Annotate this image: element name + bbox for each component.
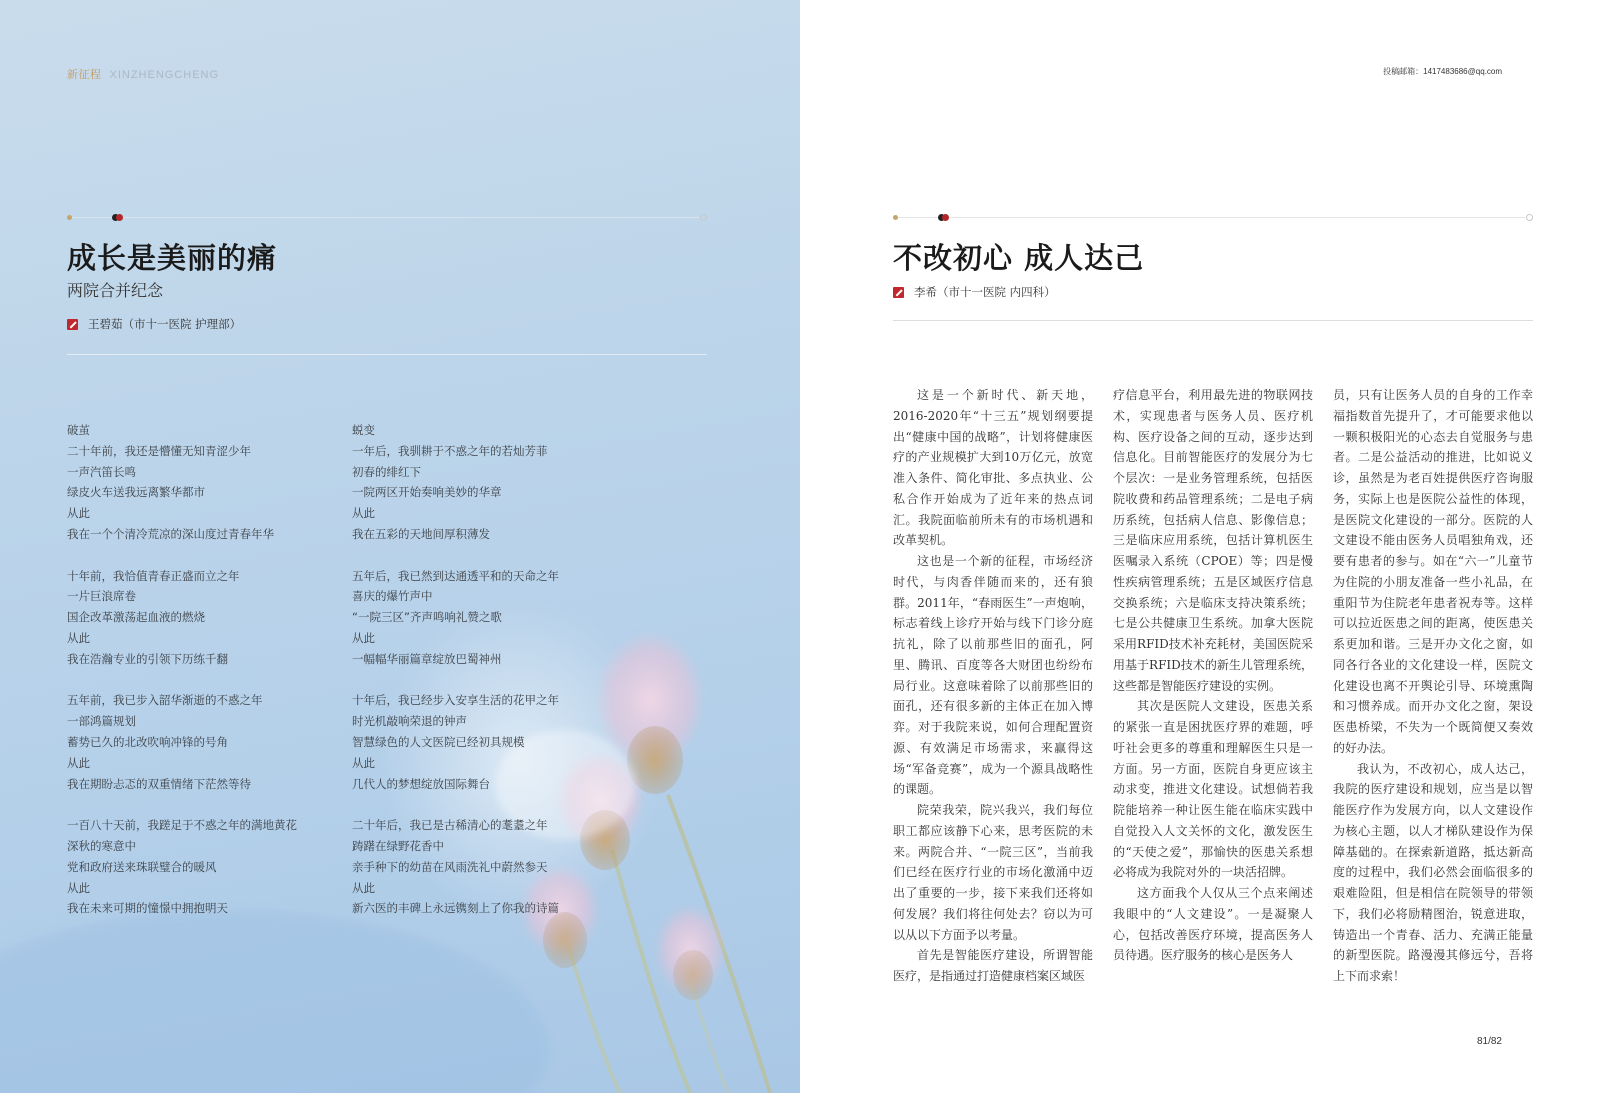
article-title: 不改初心 成人达己 — [893, 241, 1145, 275]
ring-dot-icon — [700, 214, 707, 221]
poem-line: 从此 — [352, 880, 375, 895]
page-subtitle: 两院合并纪念 — [67, 281, 164, 300]
section-tag-en: XINZHENGCHENG — [109, 69, 220, 81]
article-paragraph: 这是一个新时代、新天地，2016-2020年“十三五”规划纲要提出“健康中国的战略”，计划将健康医疗的产业规模扩大到10万亿元，放宽准入条件、简化审批、多点执业、公私合作开始成为了近年来的热点词汇。我院面临前所未有的市场机遇和改革契机。 — [893, 388, 1093, 548]
author-name: 李希（市十一医院 内四科） — [914, 285, 1056, 299]
poem-stanza — [67, 815, 297, 919]
poem-line: 从此 — [67, 506, 90, 521]
title-decoration-line — [67, 213, 707, 223]
poem-line: 时光机敲响荣退的钟声 — [352, 714, 467, 729]
poem-line: 二十年前，我还是懵懂无知青涩少年 — [67, 443, 251, 458]
page-title: 成长是美丽的痛 — [67, 241, 278, 275]
poem-line: 亲手种下的幼苗在风雨洗礼中蔚然参天 — [352, 859, 548, 874]
poem-line: 蓄势已久的北改吹响冲锋的号角 — [67, 734, 228, 749]
poem-stanza — [352, 420, 559, 545]
poem-stanza — [67, 566, 297, 670]
article-paragraph: 疗信息平台，利用最先进的物联网技术，实现患者与医务人员、医疗机构、医疗设备之间的互动，逐步达到信息化。目前智能医疗的发展分为七个层次：一是业务管理系统，包括医院收费和药品管理系统；二是电子病历系统，包括病人信息、影像信息；三是临床应用系统，包括计算机医生医嘱录入系统（CPOE）等；四是慢性疾病管理系统；五是区域医疗信息交换系统；六是临床支持决策系统；七是公共健康卫生系统。加拿大医院采用RFID技术补充耗材，美国医院采用基于RFID技术的新生儿管理系统，这些都是智能医疗建设的实例。 — [1113, 388, 1313, 693]
poem-line: 从此 — [67, 755, 90, 770]
poem-line: 初春的绯红下 — [352, 464, 421, 479]
poem-line: 一年后，我驯耕于不惑之年的若灿芳菲 — [352, 443, 548, 458]
submission-email: 投稿邮箱：1417483686@qq.com — [1383, 67, 1502, 76]
gold-dot-icon — [893, 215, 898, 220]
article-column-3 — [1333, 385, 1533, 987]
poem-line: 我在期盼忐忑的双重情绪下茫然等待 — [67, 776, 251, 791]
article-body — [893, 385, 1533, 987]
poem-line: 十年后，我已经步入安享生活的花甲之年 — [352, 693, 559, 708]
poem-stanza — [352, 815, 559, 919]
poem-line: 我在一个个清冷荒凉的深山度过青春年华 — [67, 526, 274, 541]
poem-line: 喜庆的爆竹声中 — [352, 589, 433, 604]
article-column-2 — [1113, 385, 1313, 987]
author-name: 王碧茹（市十一医院 护理部） — [88, 317, 242, 331]
title-decoration-line — [893, 213, 1533, 223]
poem-line: 十年前，我恰值青春正盛而立之年 — [67, 568, 240, 583]
poem-line: 一声汽笛长鸣 — [67, 464, 136, 479]
poem-line: 蜕变 — [352, 423, 375, 437]
poem-line: 从此 — [352, 755, 375, 770]
poem-line: 从此 — [67, 880, 90, 895]
poem-line: 破茧 — [67, 423, 90, 437]
red-dot-icon — [942, 214, 949, 221]
author-line — [893, 284, 1056, 300]
poem-line: 智慧绿色的人文医院已经初具规模 — [352, 734, 525, 749]
poem-line: 二十年后，我已是古稀清心的耄耋之年 — [352, 818, 548, 833]
article-column-1 — [893, 385, 1093, 987]
poem-line: 一院两区开始奏响美妙的华章 — [352, 485, 502, 500]
article-paragraph: 我认为，不改初心，成人达己，我院的医疗建设和规划，应当是以智能医疗作为发展方向，以人文建设作为核心主题，以人才梯队建设作为保障基础的。在探索新道路，抵达新高度的过程中，我们必然会面临很多的艰难险阻，但是相信在院领导的带领下，我们必将励精图治，锐意进取，铸造出一个青春、活力、充满正能量的新型医院。路漫漫其修远兮，吾将上下而求索！ — [1333, 761, 1533, 983]
poem-line: 从此 — [352, 506, 375, 521]
poem-line: 一百八十天前，我蹉足于不惑之年的满地黄花 — [67, 818, 297, 833]
poem-line: 新六医的丰碑上永远镌刻上了你我的诗篇 — [352, 901, 559, 916]
poem-line: 五年后，我已然到达通透平和的天命之年 — [352, 568, 559, 583]
poem-line: 绿皮火车送我远离繁华都市 — [67, 485, 205, 500]
page-number: 81/82 — [1476, 1036, 1502, 1047]
poem-line: 几代人的梦想绽放国际舞台 — [352, 776, 490, 791]
poem-column-1 — [67, 420, 297, 919]
poem-line: 一幅幅华丽篇章绽放巴蜀神州 — [352, 651, 502, 666]
poem-line: 五年前，我已步入韶华渐逝的不惑之年 — [67, 693, 263, 708]
poem-line: 我在五彩的天地间厚积薄发 — [352, 526, 490, 541]
poem-line: 从此 — [67, 630, 90, 645]
pen-icon — [67, 319, 78, 330]
poem-line: 党和政府送来珠联璧合的暖风 — [67, 859, 217, 874]
article-paragraph: 首先是智能医疗建设，所谓智能医疗，是指通过打造健康档案区域医 — [893, 948, 1093, 983]
title-separator — [67, 354, 707, 355]
poem-line: 深秋的寒意中 — [67, 838, 136, 853]
gold-dot-icon — [67, 215, 72, 220]
ring-dot-icon — [1526, 214, 1533, 221]
section-tag-cn: 新征程 — [67, 69, 102, 81]
author-line — [67, 316, 241, 332]
article-paragraph: 其次是医院人文建设，医患关系的紧张一直是困扰医疗界的难题，呼吁社会更多的尊重和理解医生只是一方面。另一方面，医院自身更应该主动求变，推进文化建设。试想倘若我院能培养一种让医生能在临床实践中自觉投入人文关怀的文化，激发医生的“天使之爱”，那愉快的医患关系想必将成为我院对外的一块活招牌。 — [1113, 699, 1313, 880]
article-paragraph: 员，只有让医务人员的自身的工作幸福指数首先提升了，才可能要求他以一颗积极阳光的心态去自觉服务与患者。二是公益活动的推进，比如说义诊，虽然是为老百姓提供医疗咨询服务，实际上也是医院公益性的体现，是医院文化建设的一部分。医院的人文建设不能由医务人员唱独角戏，还要有患者的参与。如在“六一”儿童节为住院的小朋友准备一些小礼品，在重阳节为住院老年患者祝寿等。这样可以拉近医患之间的距离，使医患关系更加和谐。三是开办文化之窗，如同各行各业的文化建设一样，医院文化建设也离不开舆论引导、环境熏陶和习惯养成。而开办文化之窗，架设医患桥梁，不失为一个既简便又奏效的好办法。 — [1333, 388, 1533, 755]
poem-stanza — [67, 690, 297, 794]
poem-stanza — [352, 690, 559, 794]
red-dot-icon — [116, 214, 123, 221]
poem-line: “一院三区”齐声鸣响礼赞之歌 — [352, 610, 502, 625]
poem-line: 一部鸿篇规划 — [67, 714, 136, 729]
poem-line: 我在未来可期的憧憬中拥抱明天 — [67, 901, 228, 916]
poem-line: 从此 — [352, 630, 375, 645]
article-paragraph: 这也是一个新的征程，市场经济时代，与肉香伴随而来的，还有狼群。2011年，“春雨医生”一声炮响，标志着线上诊疗开始与线下门诊分庭抗礼，除了以前那些旧的面孔，阿里、腾讯、百度等各大财团也纷纷布局行业。这意味着除了以前那些旧的面孔，还有很多新的主体正在加入博弈。对于我院来说，如何合理配置资源、有效满足市场需求，来赢得这场“军备竞赛”，成为一个源具战略性的课题。 — [893, 554, 1093, 797]
article-paragraph: 院荣我荣，院兴我兴，我们每位职工都应该静下心来，思考医院的未来。两院合并、“一院三区”，当前我们已经在医疗行业的市场化激涌中迈出了重要的一步，接下来我们还将如何发展？我们将往何处去？窃以为可以从以下方面予以考量。 — [893, 803, 1093, 942]
pen-icon — [893, 287, 904, 298]
poem-stanza — [352, 566, 559, 670]
poem-column-2 — [352, 420, 559, 919]
poem-line: 国企改革激荡起血液的燃烧 — [67, 610, 205, 625]
article-paragraph: 这方面我个人仅从三个点来阐述我眼中的“人文建设”。一是凝聚人心，包括改善医疗环境，提高医务人员待遇。医疗服务的核心是医务人 — [1113, 886, 1313, 963]
poem-line: 我在浩瀚专业的引领下历练千翻 — [67, 651, 228, 666]
section-tag — [67, 66, 219, 82]
poem-stanza — [67, 420, 297, 545]
right-page — [800, 0, 1600, 1093]
poem-line: 踌躇在绿野花香中 — [352, 838, 444, 853]
poem-line: 一片巨浪席卷 — [67, 589, 136, 604]
title-separator — [893, 320, 1533, 321]
